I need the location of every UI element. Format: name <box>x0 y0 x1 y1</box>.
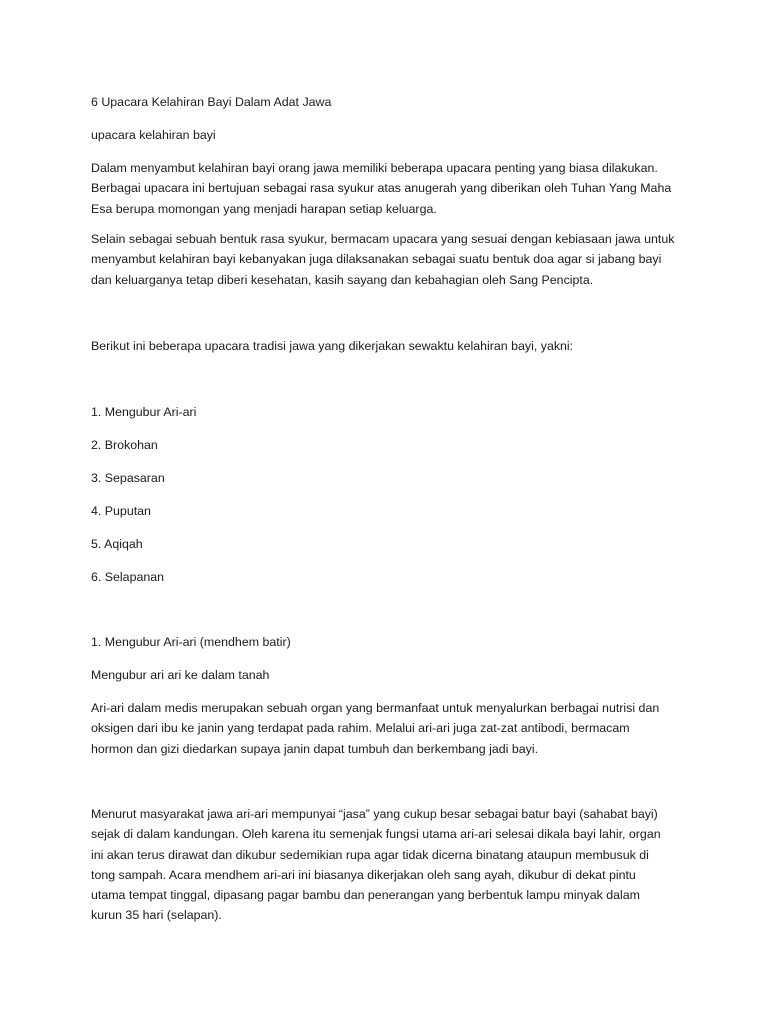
document-subtitle: upacara kelahiran bayi <box>91 128 216 142</box>
list-item: 2. Brokohan <box>91 438 158 452</box>
list-item: 1. Mengubur Ari-ari <box>91 405 197 419</box>
paragraph-line: Dalam menyambut kelahiran bayi orang jawa memiliki beberapa upacara penting yang biasa dilakukan. <box>91 161 658 175</box>
paragraph-line: ini akan terus dirawat dan dikubur sedemikian rupa agar tidak dicerna binatang ataupun membusuk di <box>91 847 649 862</box>
paragraph-line: Selain sebagai sebuah bentuk rasa syukur, bermacam upacara yang sesuai dengan kebiasaan jawa untuk <box>91 232 675 246</box>
list-item: 6. Selapanan <box>91 570 165 584</box>
section-subheading: Mengubur ari ari ke dalam tanah <box>91 668 270 682</box>
paragraph-line: Esa berupa momongan yang menjadi harapan setiap keluarga. <box>91 201 437 216</box>
paragraph-line: dan keluarganya tetap diberi kesehatan, kasih sayang dan kebahagian oleh Sang Pencipta. <box>91 272 594 287</box>
paragraph-line: Menurut masyarakat jawa ari-ari mempunyai “jasa” yang cukup besar sebagai batur bayi (sahabat bayi) <box>91 807 658 821</box>
list-item: 3. Sepasaran <box>91 471 165 485</box>
paragraph-line: kurun 35 hari (selapan). <box>91 908 222 923</box>
list-item: 5. Aqiqah <box>91 537 143 551</box>
paragraph-line: hormon dan gizi diedarkan supaya janin dapat tumbuh dan berkembang jadi bayi. <box>91 741 539 756</box>
document-title: 6 Upacara Kelahiran Bayi Dalam Adat Jawa <box>91 95 332 109</box>
paragraph-line: sejak di dalam kandungan. Oleh karena itu semenjak fungsi utama ari-ari selesai dikala bayi lahir, organ <box>91 827 661 842</box>
paragraph-line: menyambut kelahiran bayi kebanyakan juga dilaksanakan sebagai suatu bentuk doa agar si jabang bayi <box>91 252 662 267</box>
section-paragraph-2 <box>91 804 691 926</box>
paragraph-line: oksigen dari ibu ke janin yang terdapat pada rahim. Melalui ari-ari juga zat-zat antibodi, bermacam <box>91 721 630 736</box>
section-paragraph-1 <box>91 698 691 759</box>
list-item: 4. Puputan <box>91 504 151 518</box>
paragraph-line: tong sampah. Acara mendhem ari-ari ini biasanya dikerjakan oleh sang ayah, dikubur di dekat pintu <box>91 867 636 882</box>
paragraph-line: Berbagai upacara ini bertujuan sebagai rasa syukur atas anugerah yang diberikan oleh Tuhan Yang Maha <box>91 181 672 196</box>
section-heading: 1. Mengubur Ari-ari (mendhem batir) <box>91 635 291 649</box>
paragraph-line: Ari-ari dalam medis merupakan sebuah organ yang bermanfaat untuk menyalurkan berbagai nutrisi dan <box>91 701 660 715</box>
intro-paragraph-1 <box>91 158 691 219</box>
paragraph-line: utama tempat tinggal, dipasang pagar bambu dan penerangan yang berbentuk lampu minyak dalam <box>91 888 640 903</box>
intro-paragraph-2 <box>91 229 691 290</box>
list-intro: Berikut ini beberapa upacara tradisi jawa yang dikerjakan sewaktu kelahiran bayi, yakni: <box>91 339 574 353</box>
